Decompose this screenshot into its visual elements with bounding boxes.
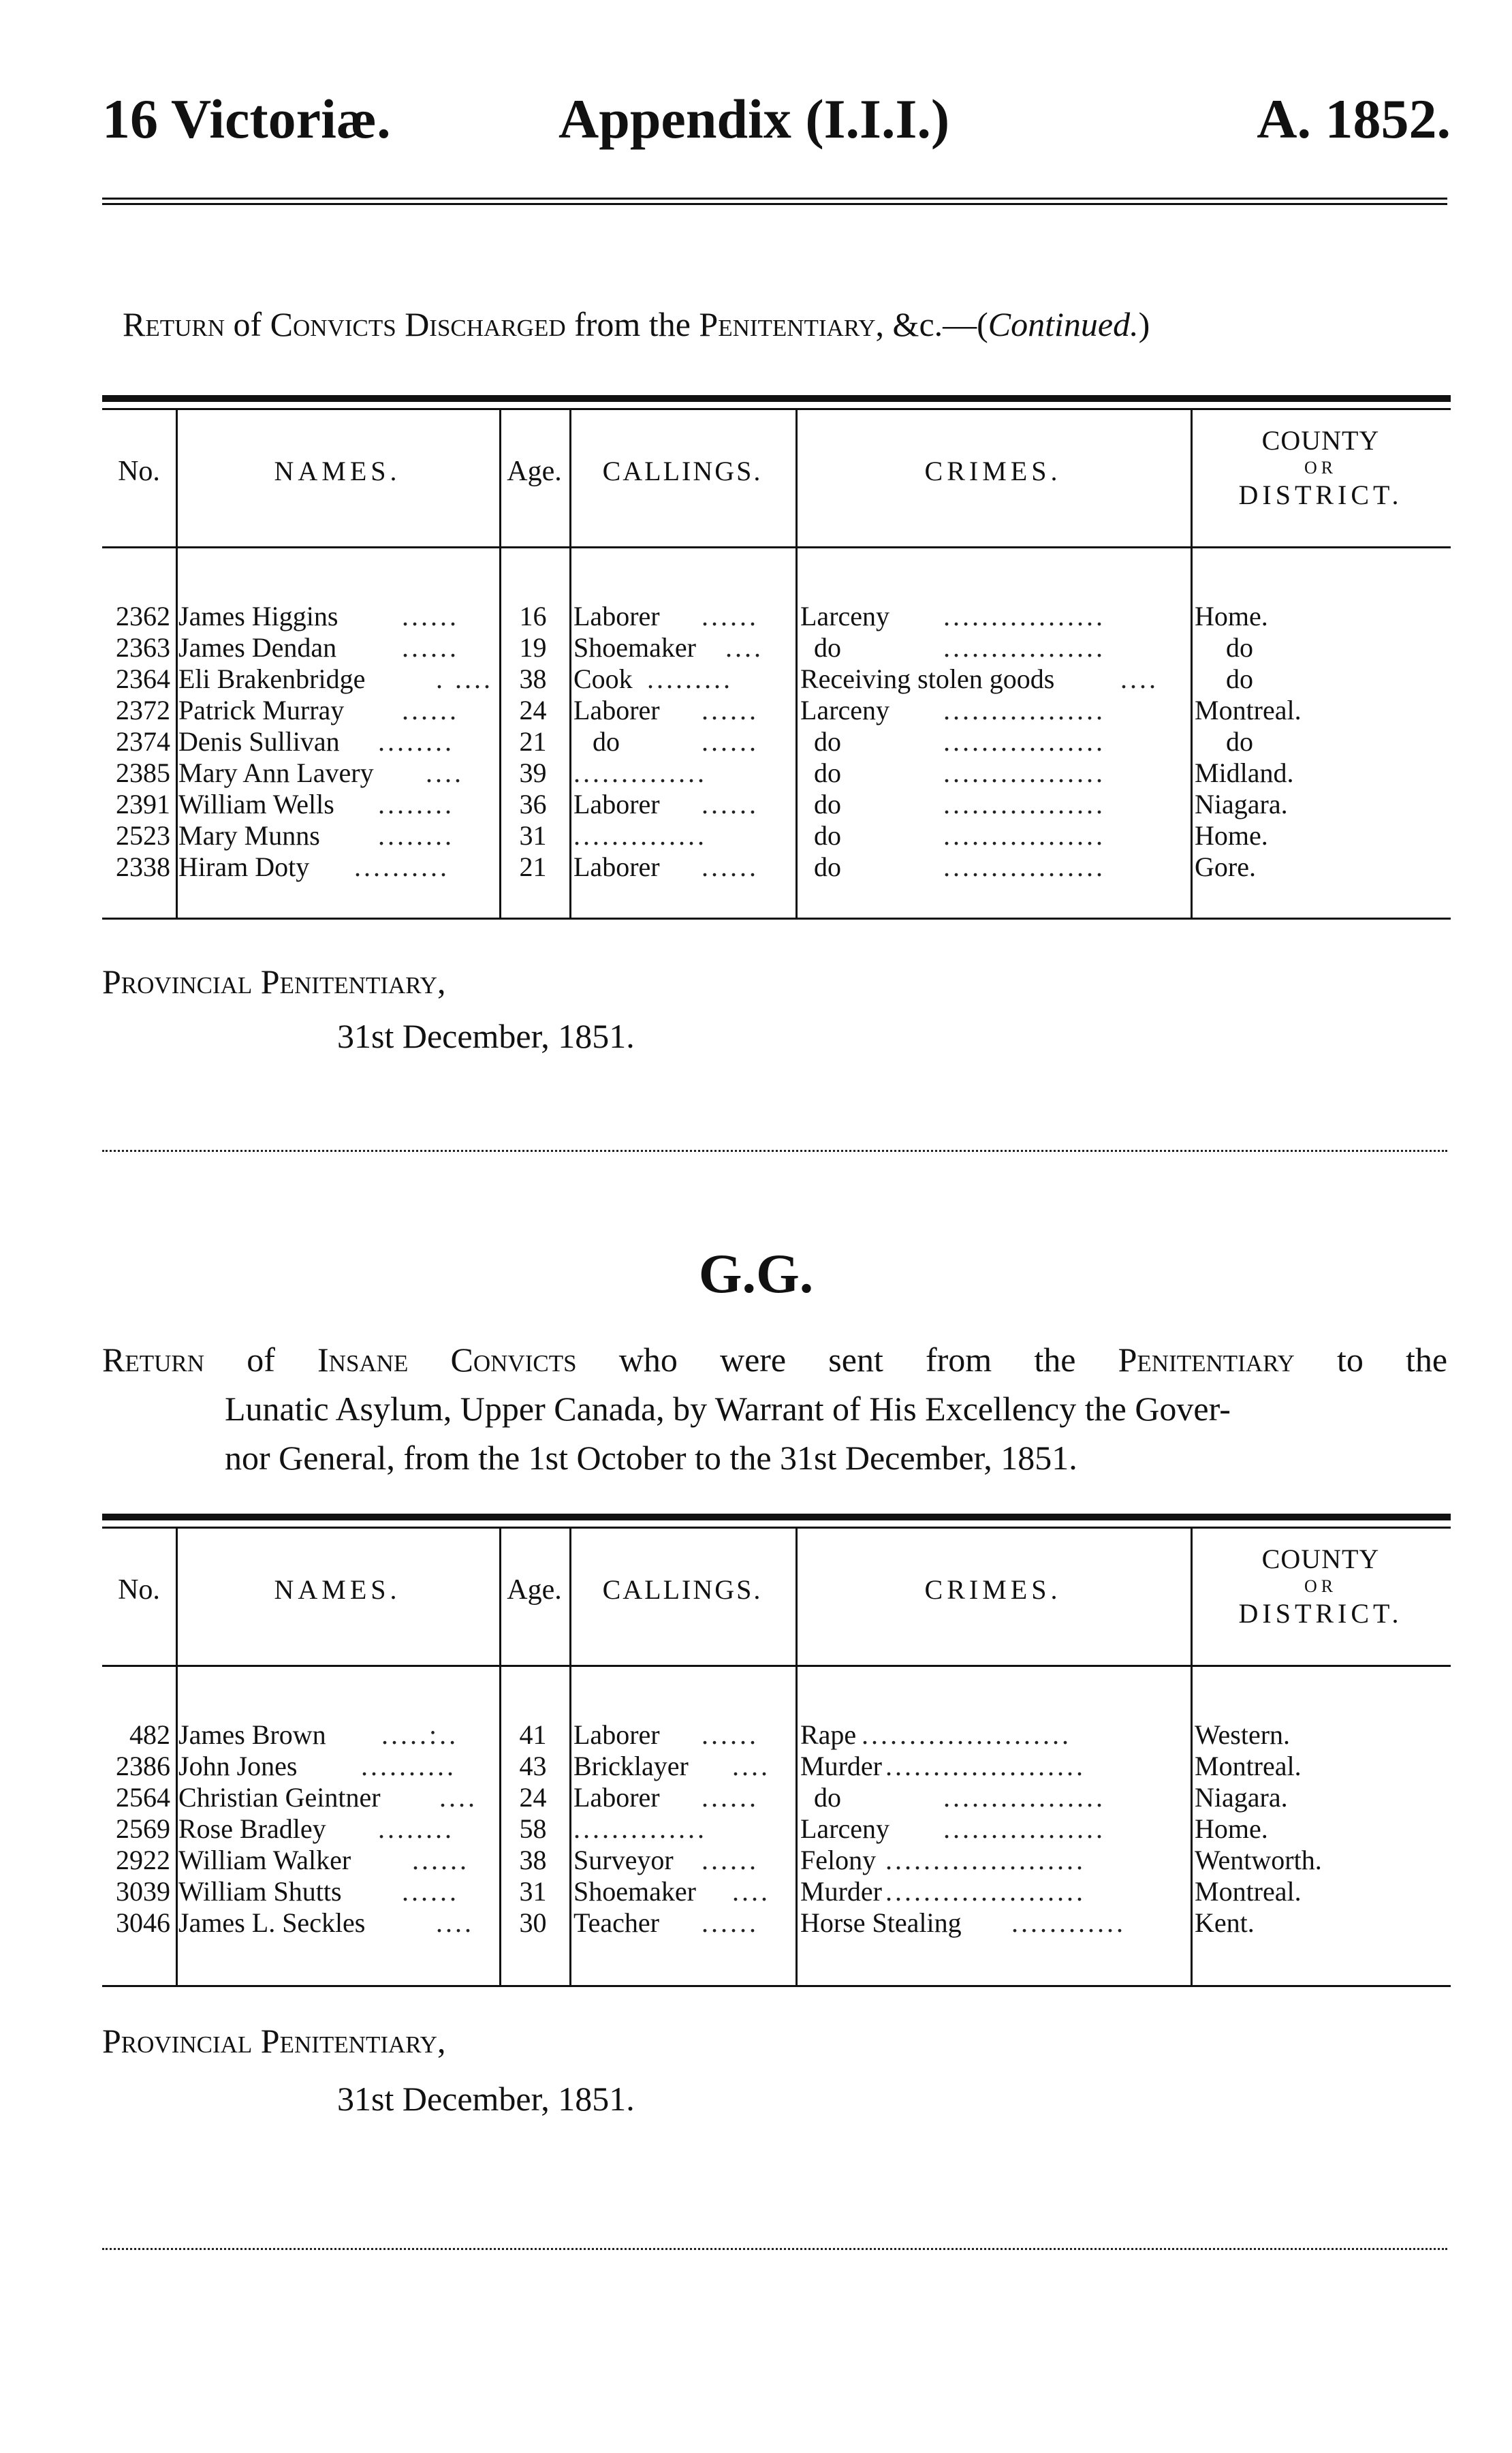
cell-name: John Jones bbox=[178, 1751, 298, 1781]
dot-leader: ................. bbox=[943, 695, 1105, 725]
dot-leader: ...................... bbox=[862, 1719, 1071, 1750]
cell-county: Montreal. bbox=[1195, 1751, 1302, 1781]
dot-leader: .............. bbox=[573, 757, 707, 788]
cell-crime: Felony bbox=[800, 1845, 877, 1875]
cell-age: 21 bbox=[519, 726, 547, 757]
cell-name: James Brown bbox=[178, 1719, 326, 1750]
cell-age: 30 bbox=[519, 1907, 547, 1938]
cell-age: 39 bbox=[519, 757, 547, 788]
dot-leader: .... bbox=[732, 1876, 770, 1907]
table-body bbox=[102, 601, 1451, 883]
cell-crime: do bbox=[814, 820, 841, 851]
table-row bbox=[102, 851, 1451, 883]
cell-name: William Wells bbox=[178, 789, 334, 819]
discharged-convicts-table bbox=[102, 395, 1451, 920]
dot-leader: ...... bbox=[702, 1719, 759, 1750]
cell-county: Home. bbox=[1195, 820, 1268, 851]
cell-crime: do bbox=[814, 789, 841, 819]
signature-institution: Provincial Penitentiary, bbox=[102, 2022, 446, 2060]
cell-no: 2564 bbox=[116, 1782, 170, 1813]
cell-age: 24 bbox=[519, 695, 547, 725]
table-row bbox=[102, 820, 1451, 851]
dot-leader: ........ bbox=[378, 820, 454, 851]
cell-county: Wentworth. bbox=[1195, 1845, 1322, 1875]
table-row bbox=[102, 1845, 1451, 1876]
cell-age: 38 bbox=[519, 1845, 547, 1875]
cell-no: 2364 bbox=[116, 663, 170, 694]
cell-crime: Murder bbox=[800, 1876, 882, 1907]
cell-calling: Laborer bbox=[573, 789, 660, 819]
cell-age: 58 bbox=[519, 1813, 547, 1844]
header-year: A. 1852. bbox=[1257, 88, 1451, 150]
dot-leader: ............ bbox=[1011, 1907, 1126, 1938]
cell-county: Montreal. bbox=[1195, 695, 1302, 725]
cell-name: James Higgins bbox=[178, 601, 338, 631]
dot-leader: ........ bbox=[378, 1813, 454, 1844]
section1-title: Return of Convicts Discharged from the Penitentiary, &c.—(Continued.) bbox=[123, 305, 1150, 343]
table-grid bbox=[102, 1529, 1451, 1987]
cell-no: 2363 bbox=[116, 632, 170, 663]
cell-name: James L. Seckles bbox=[178, 1907, 366, 1938]
column-header-county: COUNTY OR DISTRICT. bbox=[1238, 425, 1403, 510]
dot-leader: .............. bbox=[573, 1813, 707, 1844]
cell-name: Rose Bradley bbox=[178, 1813, 326, 1844]
dot-leader: .... bbox=[439, 1782, 477, 1813]
cell-calling: Bricklayer bbox=[573, 1751, 689, 1781]
dot-leader: ................. bbox=[943, 789, 1105, 819]
column-header-callings: CALLINGS. bbox=[602, 456, 763, 486]
dot-leader: ...... bbox=[702, 1907, 759, 1938]
cell-crime: Larceny bbox=[800, 1813, 890, 1844]
cell-calling: Teacher bbox=[573, 1907, 659, 1938]
column-header-age: Age. bbox=[507, 456, 562, 487]
cell-crime: do bbox=[814, 1782, 841, 1813]
section-divider bbox=[102, 1150, 1447, 1156]
cell-crime: Murder bbox=[800, 1751, 882, 1781]
cell-county: Niagara. bbox=[1195, 789, 1288, 819]
cell-age: 31 bbox=[519, 820, 547, 851]
table-row bbox=[102, 757, 1451, 789]
cell-no: 2385 bbox=[116, 757, 170, 788]
cell-age: 31 bbox=[519, 1876, 547, 1907]
cell-crime: Receiving stolen goods bbox=[800, 663, 1055, 694]
dot-leader: ................. bbox=[943, 601, 1105, 631]
dot-leader: ................. bbox=[943, 820, 1105, 851]
column-header-county: COUNTY OR DISTRICT. bbox=[1238, 1544, 1403, 1629]
cell-name: Eli Brakenbridge bbox=[178, 663, 366, 694]
cell-calling: Laborer bbox=[573, 1719, 660, 1750]
insane-convicts-table bbox=[102, 1514, 1451, 1997]
cell-county: do bbox=[1226, 663, 1253, 694]
cell-name: Denis Sullivan bbox=[178, 726, 340, 757]
dot-leader: ...... bbox=[402, 601, 459, 631]
cell-county: Home. bbox=[1195, 1813, 1268, 1844]
dot-leader: .... bbox=[426, 757, 464, 788]
cell-calling: Shoemaker bbox=[573, 1876, 696, 1907]
cell-county: Montreal. bbox=[1195, 1876, 1302, 1907]
cell-county: Gore. bbox=[1195, 851, 1256, 882]
section-heading: G.G. bbox=[698, 1243, 814, 1304]
cell-name: Mary Munns bbox=[178, 820, 320, 851]
dot-leader: ...... bbox=[702, 789, 759, 819]
dot-leader: ................. bbox=[943, 1813, 1105, 1844]
dot-leader: .... bbox=[436, 1907, 474, 1938]
cell-no: 2922 bbox=[116, 1845, 170, 1875]
dot-leader: .......... bbox=[361, 1751, 456, 1781]
dot-leader: ................. bbox=[943, 632, 1105, 663]
section2-intro bbox=[102, 1335, 1447, 1482]
dot-leader: ...... bbox=[702, 1782, 759, 1813]
cell-county: Home. bbox=[1195, 601, 1268, 631]
cell-no: 2372 bbox=[116, 695, 170, 725]
table-row bbox=[102, 1907, 1451, 1939]
cell-calling: Laborer bbox=[573, 1782, 660, 1813]
dot-leader: ...... bbox=[412, 1845, 469, 1875]
dot-leader: .............. bbox=[573, 820, 707, 851]
table-row bbox=[102, 1782, 1451, 1813]
table-row bbox=[102, 1813, 1451, 1845]
cell-no: 2523 bbox=[116, 820, 170, 851]
cell-crime: Larceny bbox=[800, 695, 890, 725]
table-top-rule bbox=[102, 1514, 1451, 1529]
dot-leader: ...... bbox=[702, 601, 759, 631]
table-body bbox=[102, 1719, 1451, 1939]
dot-leader: ...... bbox=[402, 1876, 459, 1907]
cell-no: 2569 bbox=[116, 1813, 170, 1844]
dot-leader: ......... bbox=[647, 663, 733, 694]
cell-calling: Surveyor bbox=[573, 1845, 674, 1875]
table-row bbox=[102, 601, 1451, 632]
cell-no: 2338 bbox=[116, 851, 170, 882]
cell-crime: Larceny bbox=[800, 601, 890, 631]
column-header-names: NAMES. bbox=[274, 1574, 401, 1605]
header-rule bbox=[102, 198, 1447, 205]
signature-institution: Provincial Penitentiary, bbox=[102, 963, 446, 1001]
cell-crime: do bbox=[814, 726, 841, 757]
dot-leader: .... bbox=[725, 632, 763, 663]
table-row bbox=[102, 1876, 1451, 1907]
column-header-crimes: CRIMES. bbox=[924, 456, 1062, 486]
cell-county: Kent. bbox=[1195, 1907, 1255, 1938]
cell-name: Hiram Doty bbox=[178, 851, 310, 882]
cell-name: Patrick Murray bbox=[178, 695, 345, 725]
cell-calling: do bbox=[593, 726, 620, 757]
cell-age: 24 bbox=[519, 1782, 547, 1813]
cell-no: 2362 bbox=[116, 601, 170, 631]
cell-name: William Walker bbox=[178, 1845, 351, 1875]
table-row bbox=[102, 632, 1451, 663]
intro-line-3: nor General, from the 1st October to the 31st December, 1851. bbox=[225, 1439, 1077, 1477]
dot-leader: ..................... bbox=[885, 1751, 1086, 1781]
dot-leader: ...... bbox=[402, 632, 459, 663]
column-header-age: Age. bbox=[507, 1574, 562, 1606]
table-grid bbox=[102, 410, 1451, 920]
cell-age: 36 bbox=[519, 789, 547, 819]
dot-leader: ................. bbox=[943, 726, 1105, 757]
cell-name: Mary Ann Lavery bbox=[178, 757, 374, 788]
cell-crime: Horse Stealing bbox=[800, 1907, 962, 1938]
dot-leader: . .... bbox=[436, 663, 493, 694]
header-rule bbox=[102, 546, 1451, 548]
cell-calling: Laborer bbox=[573, 695, 660, 725]
cell-age: 16 bbox=[519, 601, 547, 631]
table-row bbox=[102, 789, 1451, 820]
column-header-names: NAMES. bbox=[274, 456, 401, 486]
cell-calling: Cook bbox=[573, 663, 633, 694]
cell-age: 38 bbox=[519, 663, 547, 694]
cell-no: 482 bbox=[129, 1719, 170, 1750]
cell-age: 41 bbox=[519, 1719, 547, 1750]
column-header-no: No. bbox=[118, 1574, 160, 1606]
dot-leader: ...... bbox=[702, 695, 759, 725]
cell-age: 43 bbox=[519, 1751, 547, 1781]
dot-leader: .... bbox=[732, 1751, 770, 1781]
table-row bbox=[102, 1719, 1451, 1751]
cell-no: 2391 bbox=[116, 789, 170, 819]
column-header-callings: CALLINGS. bbox=[602, 1574, 763, 1605]
cell-no: 2374 bbox=[116, 726, 170, 757]
section-divider bbox=[102, 2248, 1447, 2254]
cell-crime: do bbox=[814, 757, 841, 788]
header-session: 16 Victoriæ. bbox=[102, 88, 391, 150]
intro-line-2: Lunatic Asylum, Upper Canada, by Warrant of His Excellency the Gover- bbox=[225, 1390, 1231, 1428]
cell-county: do bbox=[1226, 726, 1253, 757]
cell-county: Niagara. bbox=[1195, 1782, 1288, 1813]
dot-leader: .... bbox=[1120, 663, 1159, 694]
dot-leader: ................. bbox=[943, 851, 1105, 882]
cell-age: 21 bbox=[519, 851, 547, 882]
cell-calling: Shoemaker bbox=[573, 632, 696, 663]
column-header-no: No. bbox=[118, 456, 160, 487]
table-row bbox=[102, 695, 1451, 726]
cell-county: Midland. bbox=[1195, 757, 1294, 788]
cell-calling: Laborer bbox=[573, 601, 660, 631]
cell-county: Western. bbox=[1195, 1719, 1291, 1750]
cell-name: Christian Geintner bbox=[178, 1782, 381, 1813]
dot-leader: ................. bbox=[943, 757, 1105, 788]
header-rule bbox=[102, 1665, 1451, 1667]
header-appendix: Appendix (I.I.I.) bbox=[558, 88, 950, 150]
cell-crime: do bbox=[814, 851, 841, 882]
cell-no: 2386 bbox=[116, 1751, 170, 1781]
cell-name: William Shutts bbox=[178, 1876, 342, 1907]
cell-crime: Rape bbox=[800, 1719, 857, 1750]
dot-leader: .......... bbox=[354, 851, 450, 882]
dot-leader: ..................... bbox=[885, 1845, 1086, 1875]
dot-leader: ........ bbox=[378, 726, 454, 757]
dot-leader: ...... bbox=[702, 851, 759, 882]
table-row bbox=[102, 726, 1451, 757]
cell-crime: do bbox=[814, 632, 841, 663]
dot-leader: .....:.. bbox=[381, 1719, 459, 1750]
signature-date: 31st December, 1851. bbox=[337, 2080, 635, 2118]
dot-leader: ........ bbox=[378, 789, 454, 819]
running-header bbox=[102, 82, 1451, 157]
cell-name: James Dendan bbox=[178, 632, 337, 663]
signature-date: 31st December, 1851. bbox=[337, 1017, 635, 1055]
dot-leader: ..................... bbox=[885, 1876, 1086, 1907]
cell-calling: Laborer bbox=[573, 851, 660, 882]
intro-line-1: Return of Insane Convicts who were sent from the Penitentiary to the bbox=[102, 1341, 1448, 1379]
table-top-rule bbox=[102, 395, 1451, 410]
cell-no: 3046 bbox=[116, 1907, 170, 1938]
cell-no: 3039 bbox=[116, 1876, 170, 1907]
cell-county: do bbox=[1226, 632, 1253, 663]
column-header-crimes: CRIMES. bbox=[924, 1574, 1062, 1605]
dot-leader: ...... bbox=[702, 726, 759, 757]
table-row bbox=[102, 1751, 1451, 1782]
dot-leader: ...... bbox=[702, 1845, 759, 1875]
dot-leader: ...... bbox=[402, 695, 459, 725]
table-row bbox=[102, 663, 1451, 695]
dot-leader: ................. bbox=[943, 1782, 1105, 1813]
cell-age: 19 bbox=[519, 632, 547, 663]
